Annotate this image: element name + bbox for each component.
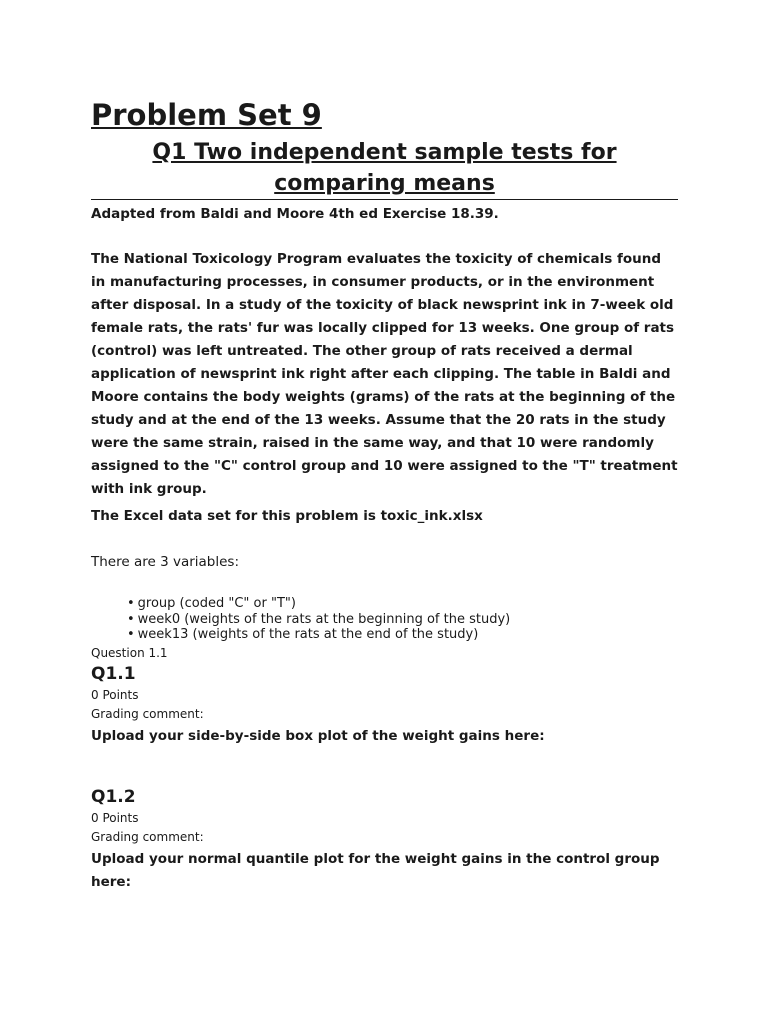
question-group-label: Question 1.1: [91, 646, 168, 660]
grading-comment-label: Grading comment:: [91, 830, 204, 844]
question-prompt: Upload your normal quantile plot for the weight gains in the control group here:: [91, 851, 660, 890]
list-item: • week13 (weights of the rats at the end of the study): [127, 627, 510, 643]
grading-comment-label: Grading comment:: [91, 707, 204, 721]
page-title: Problem Set 9: [91, 98, 322, 132]
variables-intro: There are 3 variables:: [91, 554, 240, 570]
question-heading-q1-1: Q1.1: [91, 664, 136, 684]
list-item: • week0 (weights of the rats at the beginning of the study): [127, 612, 510, 628]
question-title: Q1 Two independent sample tests for comparing means: [152, 140, 617, 196]
question-prompt: Upload your side-by-side box plot of the weight gains here:: [91, 728, 545, 744]
intro-paragraph: The National Toxicology Program evaluates the toxicity of chemicals found in manufacturing processes, in consumer products, or in the environment after disposal. In a study of the toxicity of black newsprint ink in 7-week old female rats, the rats' fur was locally clipped for 13 weeks. One group of rats (control) was left untreated. The other group of rats received a dermal application of newsprint ink right after each clipping. The table in Baldi and Moore contains the body weights (grams) of the rats at the beginning of the study and at the end of the 13 weeks. Assume that the 20 rats in the study were the same strain, raised in the same way, and that 10 were randomly assigned to the "C" control group and 10 were assigned to the "T" treatment with ink group.: [91, 251, 678, 497]
title-divider: [91, 199, 678, 200]
dataset-note: The Excel data set for this problem is toxic_ink.xlsx: [91, 508, 483, 524]
question-heading-q1-2: Q1.2: [91, 787, 136, 807]
points-label: 0 Points: [91, 688, 139, 702]
list-item: • group (coded "C" or "T"): [127, 596, 510, 612]
source-note: Adapted from Baldi and Moore 4th ed Exercise 18.39.: [91, 206, 499, 222]
points-label: 0 Points: [91, 811, 139, 825]
variables-list: [127, 596, 510, 643]
